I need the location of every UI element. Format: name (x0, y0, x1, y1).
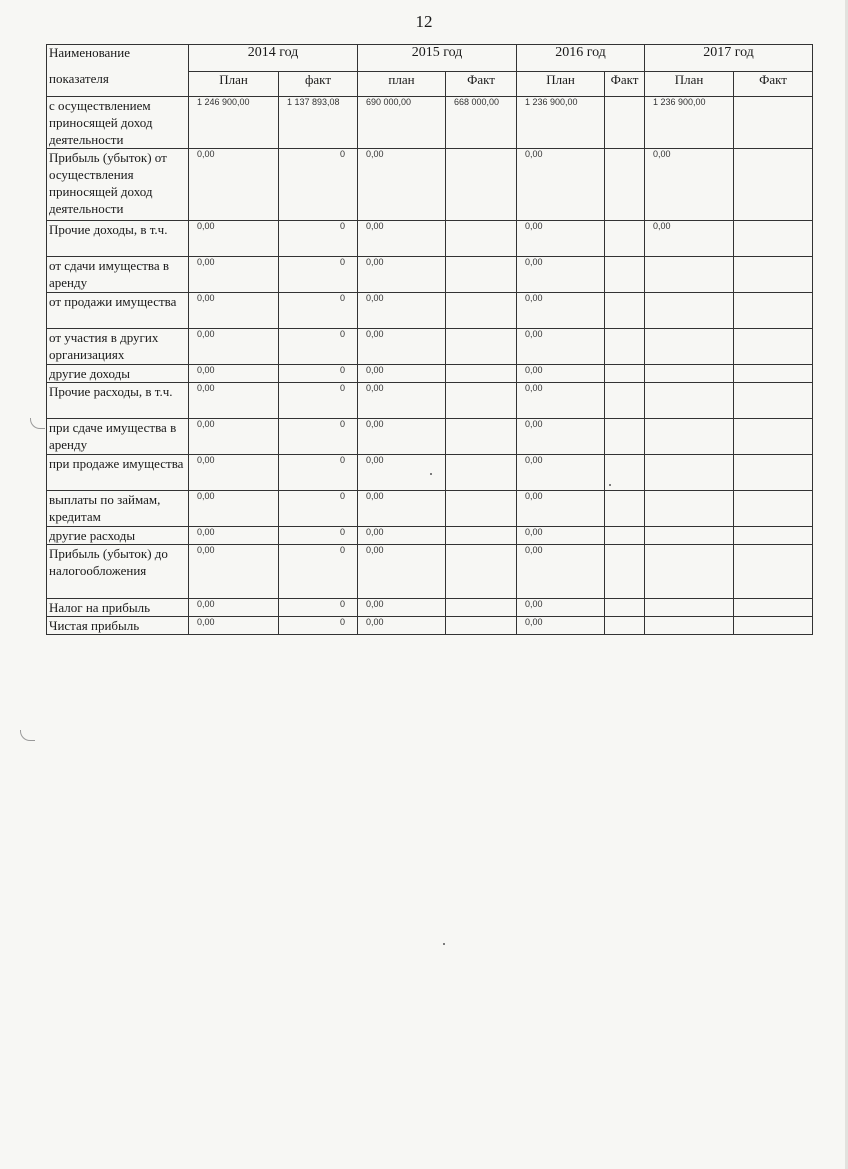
cell-2014-plan: 0,00 (189, 491, 279, 527)
subheader-2016-fact: Факт (605, 72, 645, 97)
cell-2016-plan: 0,00 (517, 419, 605, 455)
year-header-2014: 2014 год (189, 45, 358, 72)
year-header-2017: 2017 год (645, 45, 813, 72)
table-row (47, 97, 813, 149)
table-row (47, 293, 813, 329)
cell-2017-fact (734, 365, 813, 383)
row-label: Прибыль (убыток) до налогообложения (47, 545, 189, 599)
cell-2016-plan: 0,00 (517, 383, 605, 419)
cell-2017-plan (645, 329, 734, 365)
cell-2014-plan: 0,00 (189, 455, 279, 491)
cell-2017-plan (645, 257, 734, 293)
cell-2015-plan: 0,00 (358, 545, 446, 599)
cell-2015-plan: 0,00 (358, 383, 446, 419)
cell-2014-fact: 0 (279, 599, 358, 617)
row-label: от участия в других организациях (47, 329, 189, 365)
subheader-2014-fact: факт (279, 72, 358, 97)
cell-2014-fact: 0 (279, 527, 358, 545)
cell-2015-fact (446, 491, 517, 527)
row-label: Прочие расходы, в т.ч. (47, 383, 189, 419)
cell-2017-fact (734, 257, 813, 293)
row-label: другие доходы (47, 365, 189, 383)
cell-2015-plan: 0,00 (358, 527, 446, 545)
cell-2014-plan: 0,00 (189, 329, 279, 365)
scan-punch-mark (20, 730, 35, 741)
cell-2015-plan: 0,00 (358, 599, 446, 617)
page-number: 12 (415, 12, 433, 31)
cell-2015-fact (446, 545, 517, 599)
row-label: выплаты по займам, кредитам (47, 491, 189, 527)
cell-2014-fact: 0 (279, 365, 358, 383)
subheader-2015-plan: план (358, 72, 446, 97)
cell-2015-fact (446, 257, 517, 293)
table-row (47, 149, 813, 221)
table-row (47, 527, 813, 545)
cell-2014-fact: 0 (279, 257, 358, 293)
cell-2014-plan: 0,00 (189, 149, 279, 221)
cell-2016-plan: 0,00 (517, 455, 605, 491)
cell-2016-plan: 0,00 (517, 365, 605, 383)
cell-2016-fact (605, 545, 645, 599)
cell-2016-fact (605, 293, 645, 329)
cell-2016-plan: 0,00 (517, 617, 605, 635)
cell-2017-plan (645, 419, 734, 455)
cell-2017-fact (734, 419, 813, 455)
year-header-2016: 2016 год (517, 45, 645, 72)
table-row (47, 419, 813, 455)
cell-2014-plan: 0,00 (189, 545, 279, 599)
row-label: с осуществлением приносящей доход деятельности (47, 97, 189, 149)
cell-2016-fact (605, 257, 645, 293)
row-label: от продажи имущества (47, 293, 189, 329)
cell-2015-fact: 668 000,00 (446, 97, 517, 149)
cell-2014-fact: 0 (279, 149, 358, 221)
cell-2015-plan: 690 000,00 (358, 97, 446, 149)
row-label: при продаже имущества (47, 455, 189, 491)
cell-2017-fact (734, 599, 813, 617)
cell-2016-plan: 0,00 (517, 329, 605, 365)
cell-2017-plan: 1 236 900,00 (645, 97, 734, 149)
cell-2017-fact (734, 329, 813, 365)
cell-2015-fact (446, 329, 517, 365)
cell-2016-plan: 0,00 (517, 293, 605, 329)
cell-2016-plan: 0,00 (517, 527, 605, 545)
cell-2015-plan: 0,00 (358, 419, 446, 455)
cell-2016-plan: 0,00 (517, 545, 605, 599)
cell-2016-fact (605, 491, 645, 527)
cell-2014-plan: 0,00 (189, 419, 279, 455)
cell-2015-fact (446, 419, 517, 455)
cell-2016-fact (605, 419, 645, 455)
financial-indicators-table (46, 44, 813, 635)
cell-2016-fact (605, 617, 645, 635)
cell-2015-fact (446, 221, 517, 257)
table-body (47, 97, 813, 635)
cell-2014-fact: 0 (279, 545, 358, 599)
cell-2017-fact (734, 293, 813, 329)
cell-2014-plan: 0,00 (189, 293, 279, 329)
cell-2017-plan (645, 599, 734, 617)
cell-2015-plan: 0,00 (358, 455, 446, 491)
cell-2016-fact (605, 149, 645, 221)
cell-2017-plan (645, 455, 734, 491)
cell-2017-plan (645, 365, 734, 383)
subheader-2014-plan: План (189, 72, 279, 97)
row-label: другие расходы (47, 527, 189, 545)
subheader-2017-plan: План (645, 72, 734, 97)
cell-2016-plan: 1 236 900,00 (517, 97, 605, 149)
cell-2014-fact: 0 (279, 383, 358, 419)
cell-2015-plan: 0,00 (358, 293, 446, 329)
cell-2016-plan: 0,00 (517, 221, 605, 257)
subheader-2017-fact: Факт (734, 72, 813, 97)
cell-2015-fact (446, 527, 517, 545)
indicator-name-header (47, 45, 189, 97)
cell-2016-fact (605, 527, 645, 545)
cell-2017-fact (734, 617, 813, 635)
cell-2017-fact (734, 545, 813, 599)
cell-2014-fact: 0 (279, 419, 358, 455)
cell-2017-plan (645, 383, 734, 419)
row-label: Прочие доходы, в т.ч. (47, 221, 189, 257)
subheader-2015-fact: Факт (446, 72, 517, 97)
year-header-2015: 2015 год (358, 45, 517, 72)
indicator-name-header-line1: Наименование (49, 45, 130, 60)
row-label: Налог на прибыль (47, 599, 189, 617)
cell-2017-fact (734, 149, 813, 221)
cell-2015-plan: 0,00 (358, 257, 446, 293)
cell-2015-fact (446, 617, 517, 635)
subheader-2016-plan: План (517, 72, 605, 97)
cell-2014-plan: 0,00 (189, 617, 279, 635)
cell-2015-plan: 0,00 (358, 221, 446, 257)
table-row (47, 545, 813, 599)
cell-2017-fact (734, 97, 813, 149)
cell-2014-plan: 0,00 (189, 599, 279, 617)
cell-2014-fact: 0 (279, 491, 358, 527)
cell-2015-plan: 0,00 (358, 617, 446, 635)
cell-2015-plan: 0,00 (358, 149, 446, 221)
indicator-name-header-line2: показателя (49, 71, 109, 86)
table-row (47, 491, 813, 527)
cell-2015-plan: 0,00 (358, 329, 446, 365)
table-row (47, 617, 813, 635)
cell-2017-fact (734, 383, 813, 419)
table-row (47, 599, 813, 617)
cell-2016-fact (605, 383, 645, 419)
cell-2016-fact (605, 365, 645, 383)
scan-speck (430, 473, 432, 475)
cell-2015-fact (446, 455, 517, 491)
cell-2017-plan (645, 527, 734, 545)
row-label: Прибыль (убыток) от осуществления приносящей доход деятельности (47, 149, 189, 221)
cell-2014-fact: 0 (279, 329, 358, 365)
row-label: от сдачи имущества в аренду (47, 257, 189, 293)
cell-2014-plan: 0,00 (189, 527, 279, 545)
cell-2014-plan: 0,00 (189, 365, 279, 383)
table-row (47, 257, 813, 293)
cell-2016-fact (605, 599, 645, 617)
cell-2014-fact: 0 (279, 293, 358, 329)
cell-2014-fact: 0 (279, 455, 358, 491)
cell-2016-plan: 0,00 (517, 599, 605, 617)
cell-2015-fact (446, 365, 517, 383)
cell-2014-fact: 0 (279, 221, 358, 257)
cell-2014-fact: 0 (279, 617, 358, 635)
cell-2015-fact (446, 293, 517, 329)
cell-2016-plan: 0,00 (517, 149, 605, 221)
cell-2016-plan: 0,00 (517, 491, 605, 527)
scan-punch-mark (30, 418, 45, 429)
cell-2014-fact: 1 137 893,08 (279, 97, 358, 149)
cell-2015-fact (446, 383, 517, 419)
cell-2014-plan: 0,00 (189, 383, 279, 419)
cell-2015-plan: 0,00 (358, 365, 446, 383)
cell-2014-plan: 0,00 (189, 257, 279, 293)
cell-2017-plan (645, 293, 734, 329)
table-row (47, 329, 813, 365)
cell-2014-plan: 1 246 900,00 (189, 97, 279, 149)
cell-2017-fact (734, 221, 813, 257)
row-label: при сдаче имущества в аренду (47, 419, 189, 455)
table-row (47, 221, 813, 257)
scan-speck (609, 484, 611, 486)
cell-2017-plan (645, 617, 734, 635)
row-label: Чистая прибыль (47, 617, 189, 635)
cell-2017-fact (734, 491, 813, 527)
cell-2017-plan (645, 491, 734, 527)
table-row (47, 383, 813, 419)
cell-2015-plan: 0,00 (358, 491, 446, 527)
scan-speck (443, 943, 445, 945)
cell-2014-plan: 0,00 (189, 221, 279, 257)
cell-2017-plan: 0,00 (645, 221, 734, 257)
cell-2017-fact (734, 527, 813, 545)
cell-2016-plan: 0,00 (517, 257, 605, 293)
cell-2015-fact (446, 149, 517, 221)
cell-2017-plan: 0,00 (645, 149, 734, 221)
cell-2015-fact (446, 599, 517, 617)
cell-2016-fact (605, 97, 645, 149)
cell-2017-plan (645, 545, 734, 599)
cell-2017-fact (734, 455, 813, 491)
cell-2016-fact (605, 221, 645, 257)
table-row (47, 365, 813, 383)
cell-2016-fact (605, 329, 645, 365)
